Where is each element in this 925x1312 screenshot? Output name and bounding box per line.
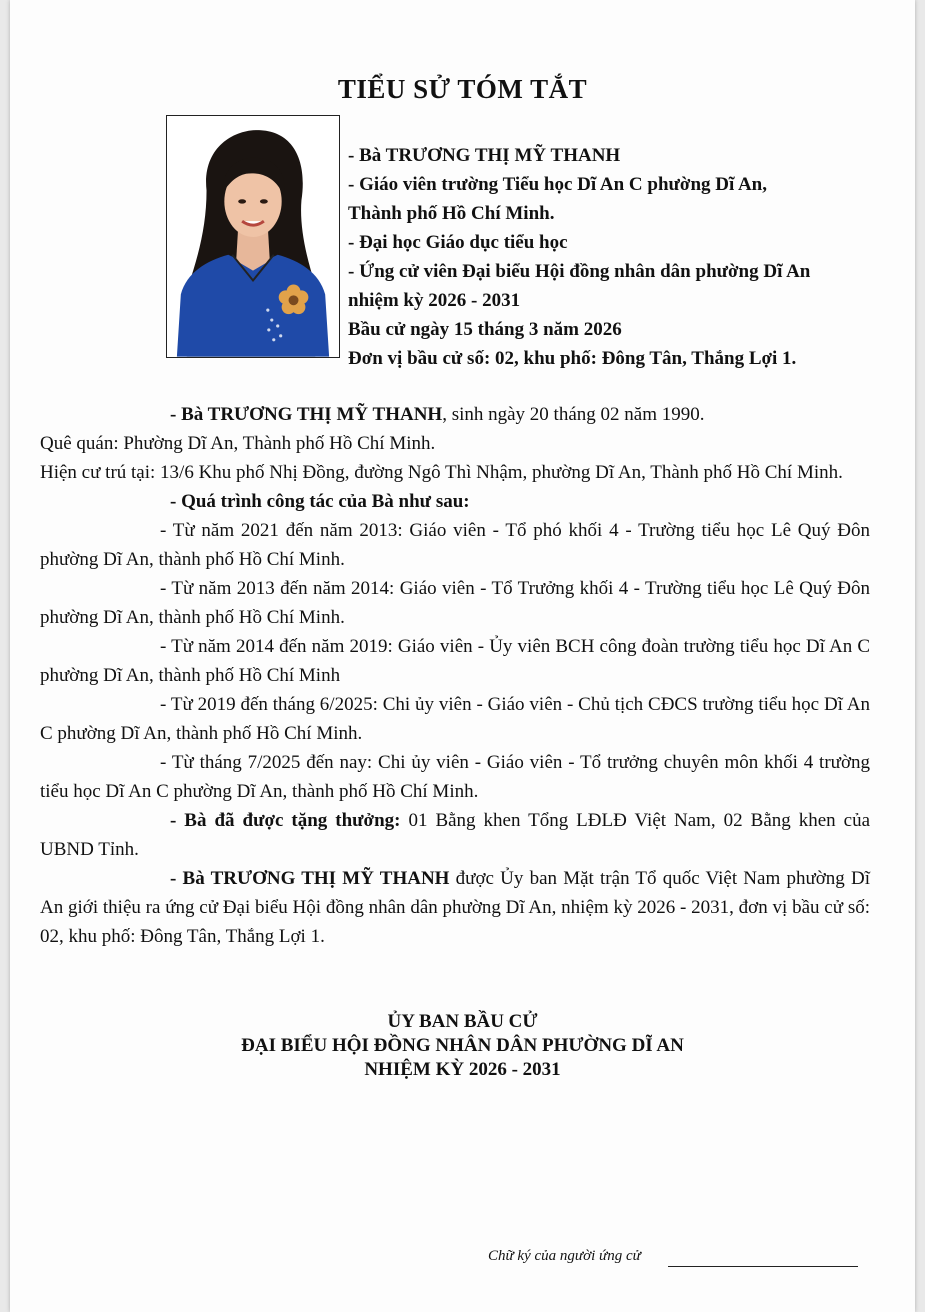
awards-line <box>40 806 870 864</box>
intro-name: - Bà TRƯƠNG THỊ MỸ THANH <box>170 868 450 889</box>
career-item: - Từ năm 2014 đến năm 2019: Giáo viên - Ủy viên BCH công đoàn trường tiểu học Dĩ An C phường Dĩ An, thành phố Hồ Chí Minh <box>40 636 870 686</box>
bio-birth-line <box>40 400 870 429</box>
signature-line <box>668 1266 858 1267</box>
career-item: - Từ năm 2013 đến năm 2014: Giáo viên - Tổ Trưởng khối 4 - Trường tiểu học Lê Quý Đôn phường Dĩ An, thành phố Hồ Chí Minh. <box>40 578 870 628</box>
career-heading: - Quá trình công tác của Bà như sau: <box>170 491 470 512</box>
career-item: - Từ năm 2021 đến năm 2013: Giáo viên - Tổ phó khối 4 - Trường tiểu học Lê Quý Đôn phường Dĩ An, thành phố Hồ Chí Minh. <box>40 520 870 570</box>
summary-name: - Bà TRƯƠNG THỊ MỸ THANH <box>348 145 621 166</box>
summary-electoral-unit: Đơn vị bầu cử số: 02, khu phố: Đông Tân, Thắng Lợi 1. <box>348 348 797 369</box>
candidate-photo <box>166 115 340 358</box>
bio-hometown: Quê quán: Phường Dĩ An, Thành phố Hồ Chí Minh. <box>40 433 436 454</box>
election-committee-block <box>10 1010 915 1082</box>
committee-line-2: ĐẠI BIỂU HỘI ĐỒNG NHÂN DÂN PHƯỜNG DĨ AN <box>241 1035 684 1056</box>
bio-birth: , sinh ngày 20 tháng 02 năm 1990. <box>442 404 705 425</box>
career-item: - Từ tháng 7/2025 đến nay: Chi ủy viên - Giáo viên - Tổ trưởng chuyên môn khối 4 trường tiểu học Dĩ An C phường Dĩ An, thành phố Hồ Chí Minh. <box>40 752 870 802</box>
biography-body <box>40 400 870 951</box>
summary-candidacy: - Ứng cử viên Đại biểu Hội đồng nhân dân phường Dĩ An <box>348 261 811 282</box>
career-item: - Từ 2019 đến tháng 6/2025: Chi ủy viên - Giáo viên - Chủ tịch CĐCS trường tiểu học Dĩ An C phường Dĩ An, thành phố Hồ Chí Minh. <box>40 694 870 744</box>
summary-position-city: Thành phố Hồ Chí Minh. <box>348 203 555 224</box>
committee-line-3: NHIỆM KỲ 2026 - 2031 <box>364 1059 561 1080</box>
awards-text: 01 Bằng khen Tổng LĐLĐ Việt Nam, 02 Bằng khen của UBND Tỉnh. <box>40 810 870 860</box>
awards-label: - Bà đã được tặng thưởng: <box>170 810 401 831</box>
committee-line-1: ỦY BAN BẦU CỬ <box>387 1011 538 1032</box>
summary-education: - Đại học Giáo dục tiểu học <box>348 232 568 253</box>
summary-position: - Giáo viên trường Tiểu học Dĩ An C phường Dĩ An, <box>348 174 768 195</box>
signature-label: Chữ ký của người ứng cử <box>488 1248 641 1264</box>
candidate-summary <box>348 141 868 373</box>
document-title: TIỂU SỬ TÓM TẮT <box>337 74 588 104</box>
bio-name: - Bà TRƯƠNG THỊ MỸ THANH <box>170 404 443 425</box>
document-page <box>10 0 915 1312</box>
bio-residence: Hiện cư trú tại: 13/6 Khu phố Nhị Đồng, đường Ngô Thì Nhậm, phường Dĩ An, Thành phố Hồ Chí Minh. <box>40 462 843 483</box>
intro-text: được Ủy ban Mặt trận Tổ quốc Việt Nam phường Dĩ An giới thiệu ra ứng cử Đại biểu Hội đồng nhân dân phường Dĩ An, nhiệm kỳ 2026 - 2031, đơn vị bầu cử số: 02, khu phố: Đông Tân, Thắng Lợi 1. <box>40 868 870 947</box>
summary-term: nhiệm kỳ 2026 - 2031 <box>348 290 521 311</box>
introduction-line <box>40 864 870 951</box>
summary-election-date: Bầu cử ngày 15 tháng 3 năm 2026 <box>348 319 622 340</box>
